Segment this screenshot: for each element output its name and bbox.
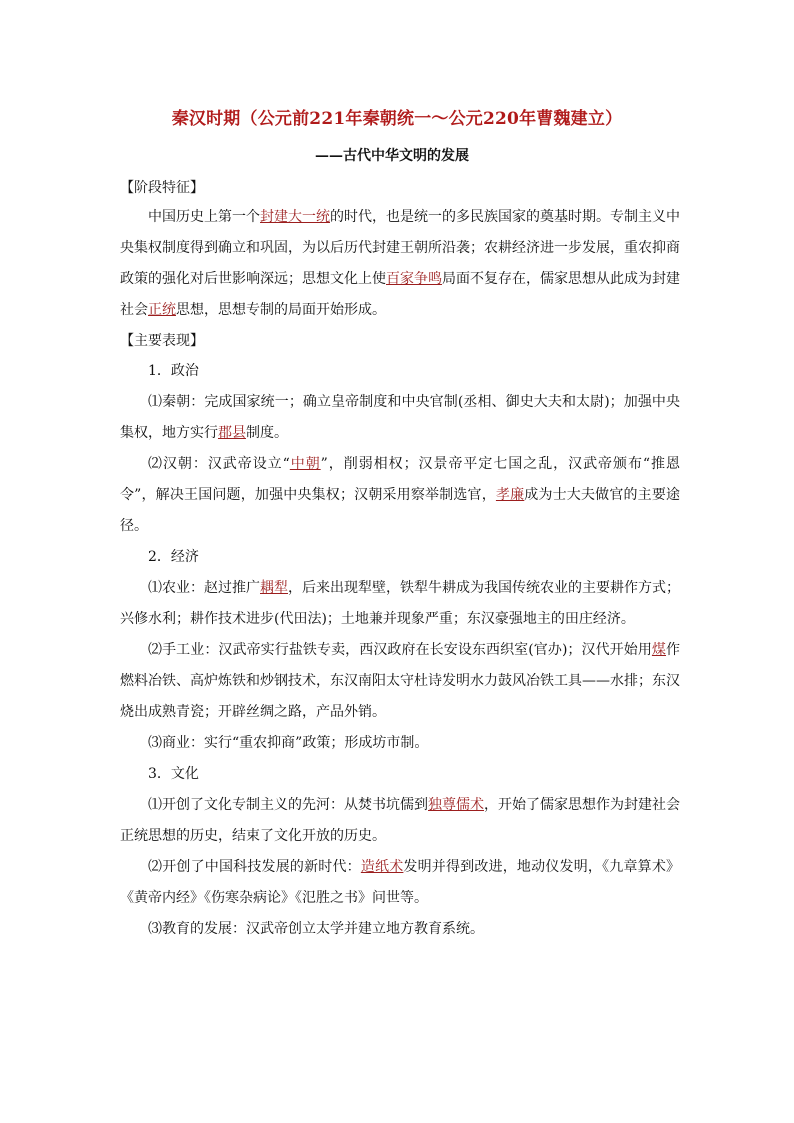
keyword-link[interactable]: 正统 <box>148 302 176 318</box>
keyword-link[interactable]: 煤 <box>651 642 667 658</box>
keyword-link[interactable]: 中朝 <box>289 456 321 472</box>
main-header: 【主要表现】 <box>120 333 204 349</box>
politics-han: ⑵汉朝：汉武帝设立“中朝”，削弱相权；汉景帝平定七国之乱，汉武帝颁布“推恩令”，解决王国问题，加强中央集权；汉朝采用察举制选官，孝廉成为士大夫做官的主要途径。 <box>120 456 681 534</box>
keyword-link[interactable]: 耦犁 <box>260 580 288 596</box>
keyword-link[interactable]: 造纸术 <box>360 859 404 875</box>
culture-thought: ⑴开创了文化专制主义的先河：从焚书坑儒到独尊儒术，开始了儒家思想作为封建社会正统思想的历史，结束了文化开放的历史。 <box>120 797 680 844</box>
economy-agriculture: ⑴农业：赵过推广耦犁，后来出现犁壁，铁犁牛耕成为我国传统农业的主要耕作方式；兴修水利；耕作技术进步(代田法)；土地兼并现象严重；东汉豪强地主的田庄经济。 <box>120 580 680 627</box>
culture-science: ⑵开创了中国科技发展的新时代：造纸术发明并得到改进，地动仪发明，《九章算术》《黄帝内经》《伤寒杂病论》《氾胜之书》问世等。 <box>120 859 681 906</box>
politics-qin: ⑴秦朝：完成国家统一；确立皇帝制度和中央官制(丞相、御史大夫和太尉)；加强中央集权，地方实行郡县制度。 <box>120 394 680 441</box>
page-title: 秦汉时期（公元前221年秦朝统一～公元220年曹魏建立） <box>171 109 623 129</box>
keyword-link[interactable]: 郡县 <box>218 425 246 441</box>
keyword-link[interactable]: 封建大一统 <box>260 209 330 225</box>
keyword-link[interactable]: 独尊儒术 <box>428 797 484 813</box>
stage-header: 【阶段特征】 <box>120 180 204 196</box>
section-heading: 1．政治 <box>148 363 199 379</box>
keyword-link[interactable]: 孝廉 <box>495 487 525 503</box>
culture-education: ⑶教育的发展：汉武帝创立太学并建立地方教育系统。 <box>148 921 484 937</box>
keyword-link[interactable]: 百家争鸣 <box>386 271 442 287</box>
page-subtitle: ——古代中华文明的发展 <box>315 148 469 164</box>
economy-commerce: ⑶商业：实行“重农抑商”政策；形成坊市制。 <box>148 735 429 751</box>
politics-section <box>120 356 680 945</box>
stage-paragraph <box>120 202 680 326</box>
section-heading: 3．文化 <box>148 766 199 782</box>
section-heading: 2．经济 <box>148 549 199 565</box>
stage-text: 中国历史上第一个封建大一统的时代，也是统一的多民族国家的奠基时期。专制主义中央集权制度得到确立和巩固，为以后历代封建王朝所沿袭；农耕经济进一步发展，重农抑商政策的强化对后世影响深远；思想文化上使百家争鸣局面不复存在，儒家思想从此成为封建社会正统思想，思想专制的局面开始形成。 <box>120 209 680 318</box>
economy-handicraft: ⑵手工业：汉武帝实行盐铁专卖，西汉政府在长安设东西织室(官办)；汉代开始用煤作燃料冶铁、高炉炼铁和炒钢技术，东汉南阳太守杜诗发明水力鼓风冶铁工具——水排；东汉烧出成熟青瓷；开辟丝绸之路，产品外销。 <box>120 642 681 720</box>
